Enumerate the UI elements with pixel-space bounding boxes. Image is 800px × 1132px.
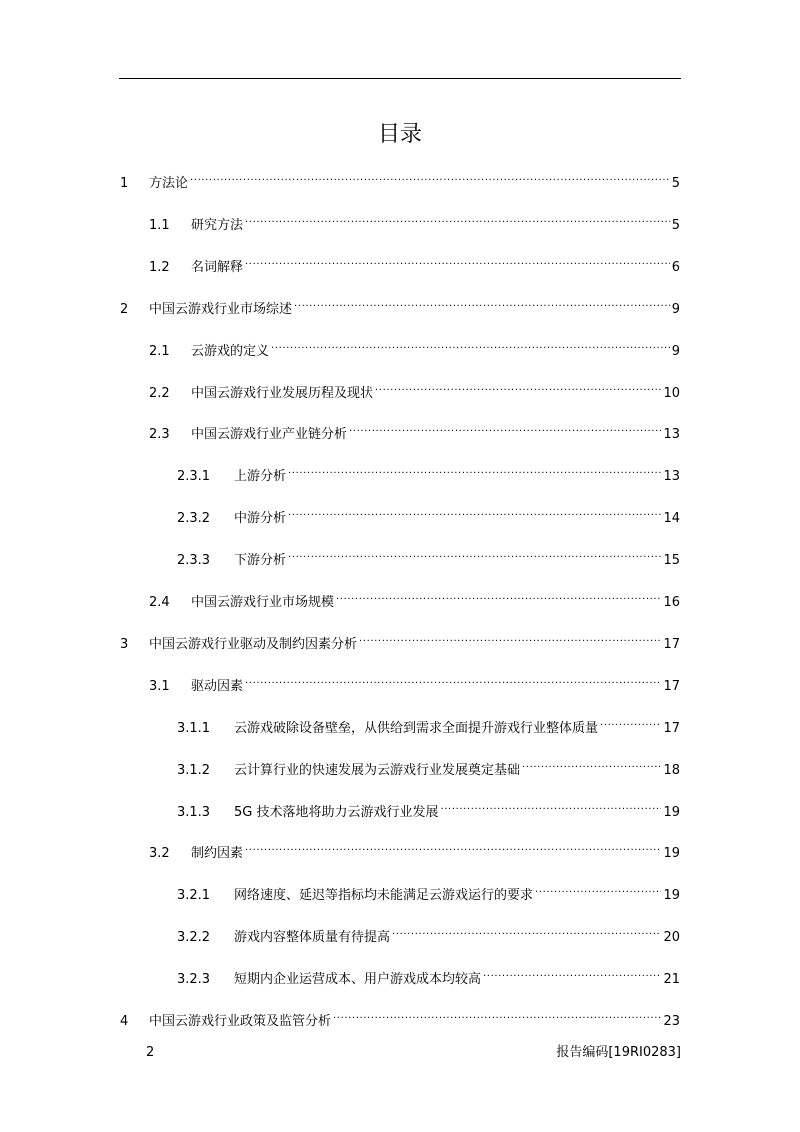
toc-dot-leader (333, 1005, 661, 1025)
toc-entry-title: 中国云游戏行业产业链分析 (191, 427, 348, 442)
toc-dot-leader (288, 502, 661, 522)
toc-entry[interactable] (149, 418, 680, 442)
toc-entry-title: 中国云游戏行业市场规模 (191, 595, 335, 610)
toc-entry-title: 研究方法 (191, 218, 244, 233)
toc-entry[interactable] (177, 963, 680, 987)
toc-entry[interactable] (120, 293, 680, 317)
toc-entry-page: 5 (671, 218, 680, 233)
toc-entry-number: 3.2 (149, 846, 170, 861)
toc-entry[interactable] (177, 502, 680, 526)
toc-dot-leader (288, 460, 661, 480)
toc-dot-leader (245, 837, 661, 857)
toc-dot-leader (336, 586, 661, 606)
toc-entry-number: 2 (120, 302, 129, 317)
toc-entry-page: 19 (663, 805, 680, 820)
toc-entry-page: 17 (663, 679, 680, 694)
toc-dot-leader (294, 293, 670, 313)
toc-entry[interactable] (120, 167, 680, 191)
toc-entry-page: 23 (663, 1014, 680, 1029)
toc-entry[interactable] (149, 586, 680, 610)
toc-entry-title: 游戏内容整体质量有待提高 (234, 930, 391, 945)
toc-entry-number: 3.2.1 (177, 888, 211, 903)
toc-entry-number: 3.1.2 (177, 763, 211, 778)
toc-entry-title: 上游分析 (234, 469, 287, 484)
toc-entry-title: 驱动因素 (191, 679, 244, 694)
toc-entry-title: 制约因素 (191, 846, 244, 861)
toc-entry[interactable] (177, 754, 680, 778)
toc-entry-number: 2.3 (149, 427, 170, 442)
toc-entry-page: 10 (663, 386, 680, 401)
toc-entry-page: 16 (663, 595, 680, 610)
toc-entry-title: 云计算行业的快速发展为云游戏行业发展奠定基础 (234, 763, 521, 778)
toc-entry-number: 3.1.3 (177, 805, 211, 820)
toc-entry[interactable] (177, 544, 680, 568)
toc-entry-title: 中国云游戏行业市场综述 (149, 302, 293, 317)
toc-dot-leader (522, 754, 661, 774)
toc-entry-number: 3.1 (149, 679, 170, 694)
toc-entry-number: 1 (120, 176, 129, 191)
toc-dot-leader (483, 963, 661, 983)
toc-entry-title: 中游分析 (234, 511, 287, 526)
toc-dot-leader (271, 335, 670, 355)
toc-entry-page: 6 (671, 260, 680, 275)
toc-entry-title: 中国云游戏行业驱动及制约因素分析 (149, 637, 358, 652)
toc-dot-leader (349, 418, 661, 438)
toc-entry[interactable] (177, 712, 680, 736)
toc-entry-number: 2.3.3 (177, 553, 211, 568)
toc-entry[interactable] (120, 1005, 680, 1029)
toc-entry-title: 云游戏的定义 (191, 344, 270, 359)
toc-entry-title: 网络速度、延迟等指标均未能满足云游戏运行的要求 (234, 888, 534, 903)
toc-entry-number: 4 (120, 1014, 129, 1029)
toc-entry-page: 5 (671, 176, 680, 191)
toc-entry[interactable] (120, 628, 680, 652)
toc-entry-page: 17 (663, 637, 680, 652)
toc-entry-page: 9 (671, 302, 680, 317)
toc-dot-leader (375, 377, 661, 397)
toc-entry[interactable] (149, 209, 680, 233)
toc-entry[interactable] (149, 251, 680, 275)
toc-dot-leader (288, 544, 661, 564)
toc-entry-page: 13 (663, 427, 680, 442)
toc-entry-page: 13 (663, 469, 680, 484)
toc-entry-title: 方法论 (149, 176, 189, 191)
page-title: 目录 (377, 122, 422, 147)
toc-entry-number: 3.2.2 (177, 930, 211, 945)
toc-dot-leader (245, 670, 661, 690)
toc-entry-page: 21 (663, 972, 680, 987)
toc-entry-page: 19 (663, 846, 680, 861)
toc-entry-number: 1.1 (149, 218, 170, 233)
toc-entry[interactable] (177, 921, 680, 945)
toc-entry-page: 20 (663, 930, 680, 945)
toc-entry-number: 2.4 (149, 595, 170, 610)
toc-entry-number: 2.1 (149, 344, 170, 359)
toc-entry[interactable] (149, 670, 680, 694)
toc-dot-leader (245, 209, 670, 229)
toc-entry-title: 短期内企业运营成本、用户游戏成本均较高 (234, 972, 482, 987)
toc-dot-leader (392, 921, 661, 941)
toc-entry-page: 9 (671, 344, 680, 359)
toc-entry-number: 2.3.1 (177, 469, 211, 484)
toc-entry-page: 15 (663, 553, 680, 568)
toc-dot-leader (359, 628, 661, 648)
toc-dot-leader (535, 879, 661, 899)
toc-entry-title: 下游分析 (234, 553, 287, 568)
toc-entry[interactable] (177, 879, 680, 903)
toc-entry-title: 云游戏破除设备壁垒，从供给到需求全面提升游戏行业整体质量 (234, 721, 599, 736)
toc-dot-leader (190, 167, 670, 187)
toc-entry-number: 1.2 (149, 260, 170, 275)
toc-entry-page: 18 (663, 763, 680, 778)
toc-dot-leader (600, 712, 661, 732)
header-rule (119, 78, 681, 79)
footer-report-code: 报告编码[19RI0283] (556, 1045, 681, 1060)
toc-entry-title: 中国云游戏行业发展历程及现状 (191, 386, 374, 401)
toc-dot-leader (245, 251, 670, 271)
toc-entry[interactable] (177, 460, 680, 484)
toc-dot-leader (440, 796, 661, 816)
toc-entry[interactable] (149, 335, 680, 359)
toc-entry-number: 2.3.2 (177, 511, 211, 526)
footer-page-number: 2 (146, 1045, 155, 1060)
toc-entry[interactable] (177, 796, 680, 820)
toc-entry-title: 5G 技术落地将助力云游戏行业发展 (234, 805, 439, 820)
toc-entry-title: 中国云游戏行业政策及监管分析 (149, 1014, 332, 1029)
toc-entry-number: 2.2 (149, 386, 170, 401)
toc-entry[interactable] (149, 837, 680, 861)
toc-entry-title: 名词解释 (191, 260, 244, 275)
toc-entry-page: 17 (663, 721, 680, 736)
toc-entry-page: 14 (663, 511, 680, 526)
toc-entry-number: 3.2.3 (177, 972, 211, 987)
toc-entry-number: 3.1.1 (177, 721, 211, 736)
toc-entry-page: 19 (663, 888, 680, 903)
toc-entry[interactable] (149, 377, 680, 401)
toc-entry-number: 3 (120, 637, 129, 652)
